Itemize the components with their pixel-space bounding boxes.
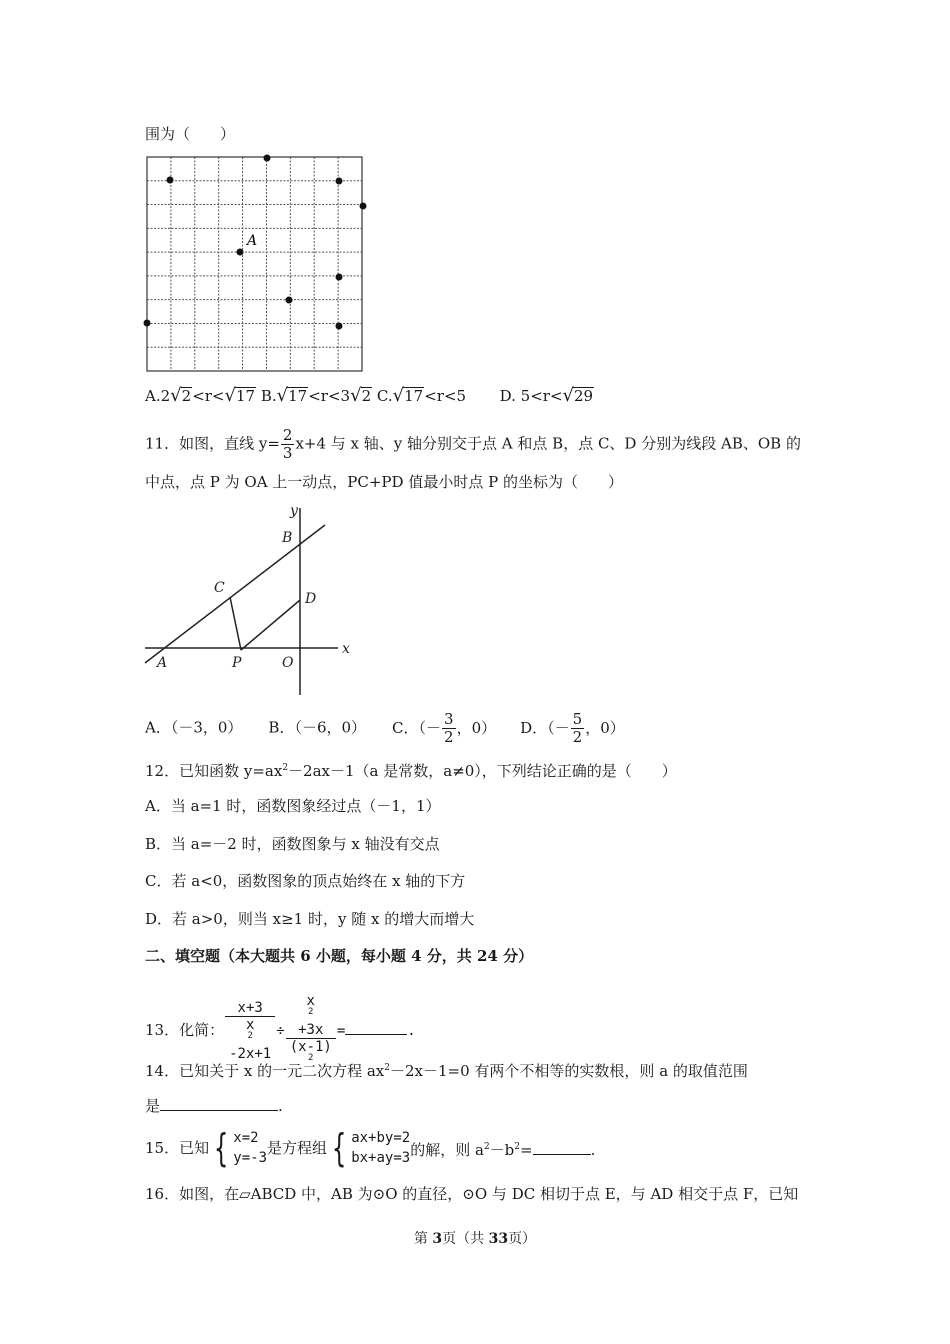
q12-option-b[interactable]: B．当 a=－2 时，函数图象与 x 轴没有交点 <box>145 835 440 853</box>
point-a-label: A <box>247 233 258 249</box>
q15-system-1: x=2 y=-3 <box>233 1130 267 1166</box>
sqrt-icon: √ <box>562 385 575 406</box>
q11-stem-line1: 11．如图，直线 y= $\frac{2}{3}$ x+4 与 x 轴、y 轴分别交于点 A 和点 B，点 C、D 分别为线段 AB、OB 的 <box>145 426 801 462</box>
q10-option-a[interactable]: A.2√2<r<√17 <box>145 385 256 406</box>
q11-figure <box>140 500 370 700</box>
grid-point <box>167 177 174 184</box>
q11-option-a[interactable]: A．（－3，0） <box>145 718 243 737</box>
q14-answer-blank[interactable] <box>160 1096 278 1111</box>
q10-options <box>145 386 594 406</box>
q12-option-d[interactable]: D．若 a>0，则当 x≥1 时，y 随 x 的增大而增大 <box>145 910 475 928</box>
label-y: y <box>290 503 298 519</box>
grid-lines <box>147 157 362 371</box>
label-d: D <box>305 591 317 607</box>
label-b: B <box>282 530 293 546</box>
q10-option-d[interactable]: D. 5<r<√29 <box>499 385 594 406</box>
grid-point <box>360 203 367 210</box>
segment-pd <box>241 600 300 650</box>
q13-answer-blank[interactable] <box>345 1020 407 1035</box>
label-a: A <box>157 655 168 671</box>
sqrt-icon: √ <box>224 385 236 406</box>
q14-line2: 是 . <box>145 1097 283 1115</box>
q11-option-b[interactable]: B．（－6，0） <box>268 718 367 737</box>
q11-stem-line2: 中点，点 P 为 OA 上一动点，PC+PD 值最小时点 P 的坐标为（ ） <box>145 473 623 491</box>
q13-fraction-2: x $^2$ +3x (x-1) $^2$ <box>286 994 336 1068</box>
q11-options <box>145 712 625 745</box>
q12-option-c[interactable]: C．若 a<0，函数图象的顶点始终在 x 轴的下方 <box>145 872 466 890</box>
q11-option-d[interactable]: D．（－ $\frac{5}{2}$ ，0） <box>520 710 625 746</box>
q15-answer-blank[interactable] <box>533 1140 591 1155</box>
grid-point <box>336 274 343 281</box>
label-x: x <box>342 641 350 657</box>
q12-option-a[interactable]: A．当 a=1 时，函数图象经过点（－1，1） <box>145 797 441 815</box>
q10-option-c[interactable]: C.√17<r<5 <box>376 385 467 406</box>
grid-border <box>147 157 362 371</box>
section-2-heading: 二、填空题（本大题共 6 小题，每小题 4 分，共 24 分） <box>145 947 534 965</box>
q12-stem: 12．已知函数 $y=ax^2-2ax-1(a$ 是常数，a≠0），下列结论正确的是（ ） <box>145 762 677 780</box>
q11-option-c[interactable]: C．（－ $\frac{3}{2}$ ，0） <box>392 710 497 746</box>
label-o: O <box>282 655 294 671</box>
sqrt-icon: √ <box>276 385 289 406</box>
sqrt-icon: √ <box>170 385 182 406</box>
grid-point <box>336 178 343 185</box>
grid-point <box>286 297 293 304</box>
grid-point <box>144 320 151 327</box>
q14-line1: 14．已知关于 x 的一元二次方程 $ax^2-2x-1=0$ 有两个不相等的实数根，则 a 的取值范围 <box>145 1062 748 1080</box>
grid-point <box>237 249 244 256</box>
segment-pc <box>230 597 241 650</box>
grid-point <box>336 323 343 330</box>
left-brace-icon: { <box>213 1126 229 1170</box>
left-brace-icon: { <box>331 1126 347 1170</box>
q13-fraction-1: x+3 x $^2$ -2x+1 <box>225 1001 275 1061</box>
grid-outline <box>147 157 362 371</box>
label-p: P <box>232 655 242 671</box>
page-footer: 第 3页（共 33页） <box>413 1231 537 1247</box>
q10-grid-figure <box>140 150 380 382</box>
sqrt-icon: √ <box>392 385 405 406</box>
q10-stem-tail: 围为（ ） <box>145 125 236 143</box>
q11-fraction: $\frac{2}{3}$ <box>282 426 293 462</box>
q10-option-b[interactable]: B.√17<r<3√2 <box>260 385 372 406</box>
line-ab <box>145 525 325 663</box>
sqrt-icon: √ <box>350 385 362 406</box>
q15: 15．已知 { x=2 y=-3 是方程组 { ax+by=2 bx+ay=3 的解，则 $a^2-b^2=$ . <box>145 1126 596 1170</box>
q16-stem: 16．如图，在▱ABCD 中，AB 为⊙O 的直径，⊙O 与 DC 相切于点 E，与 AD 相交于点 F，已知 <box>145 1185 799 1203</box>
q13: 13．化简： x+3 x $^2$ -2x+1 ÷ x $^2$ +3x (x-1) $^2$ = . <box>145 994 416 1068</box>
grid-point <box>264 155 271 162</box>
label-c: C <box>214 580 225 596</box>
q15-system-2: ax+by=2 bx+ay=3 <box>351 1130 411 1166</box>
